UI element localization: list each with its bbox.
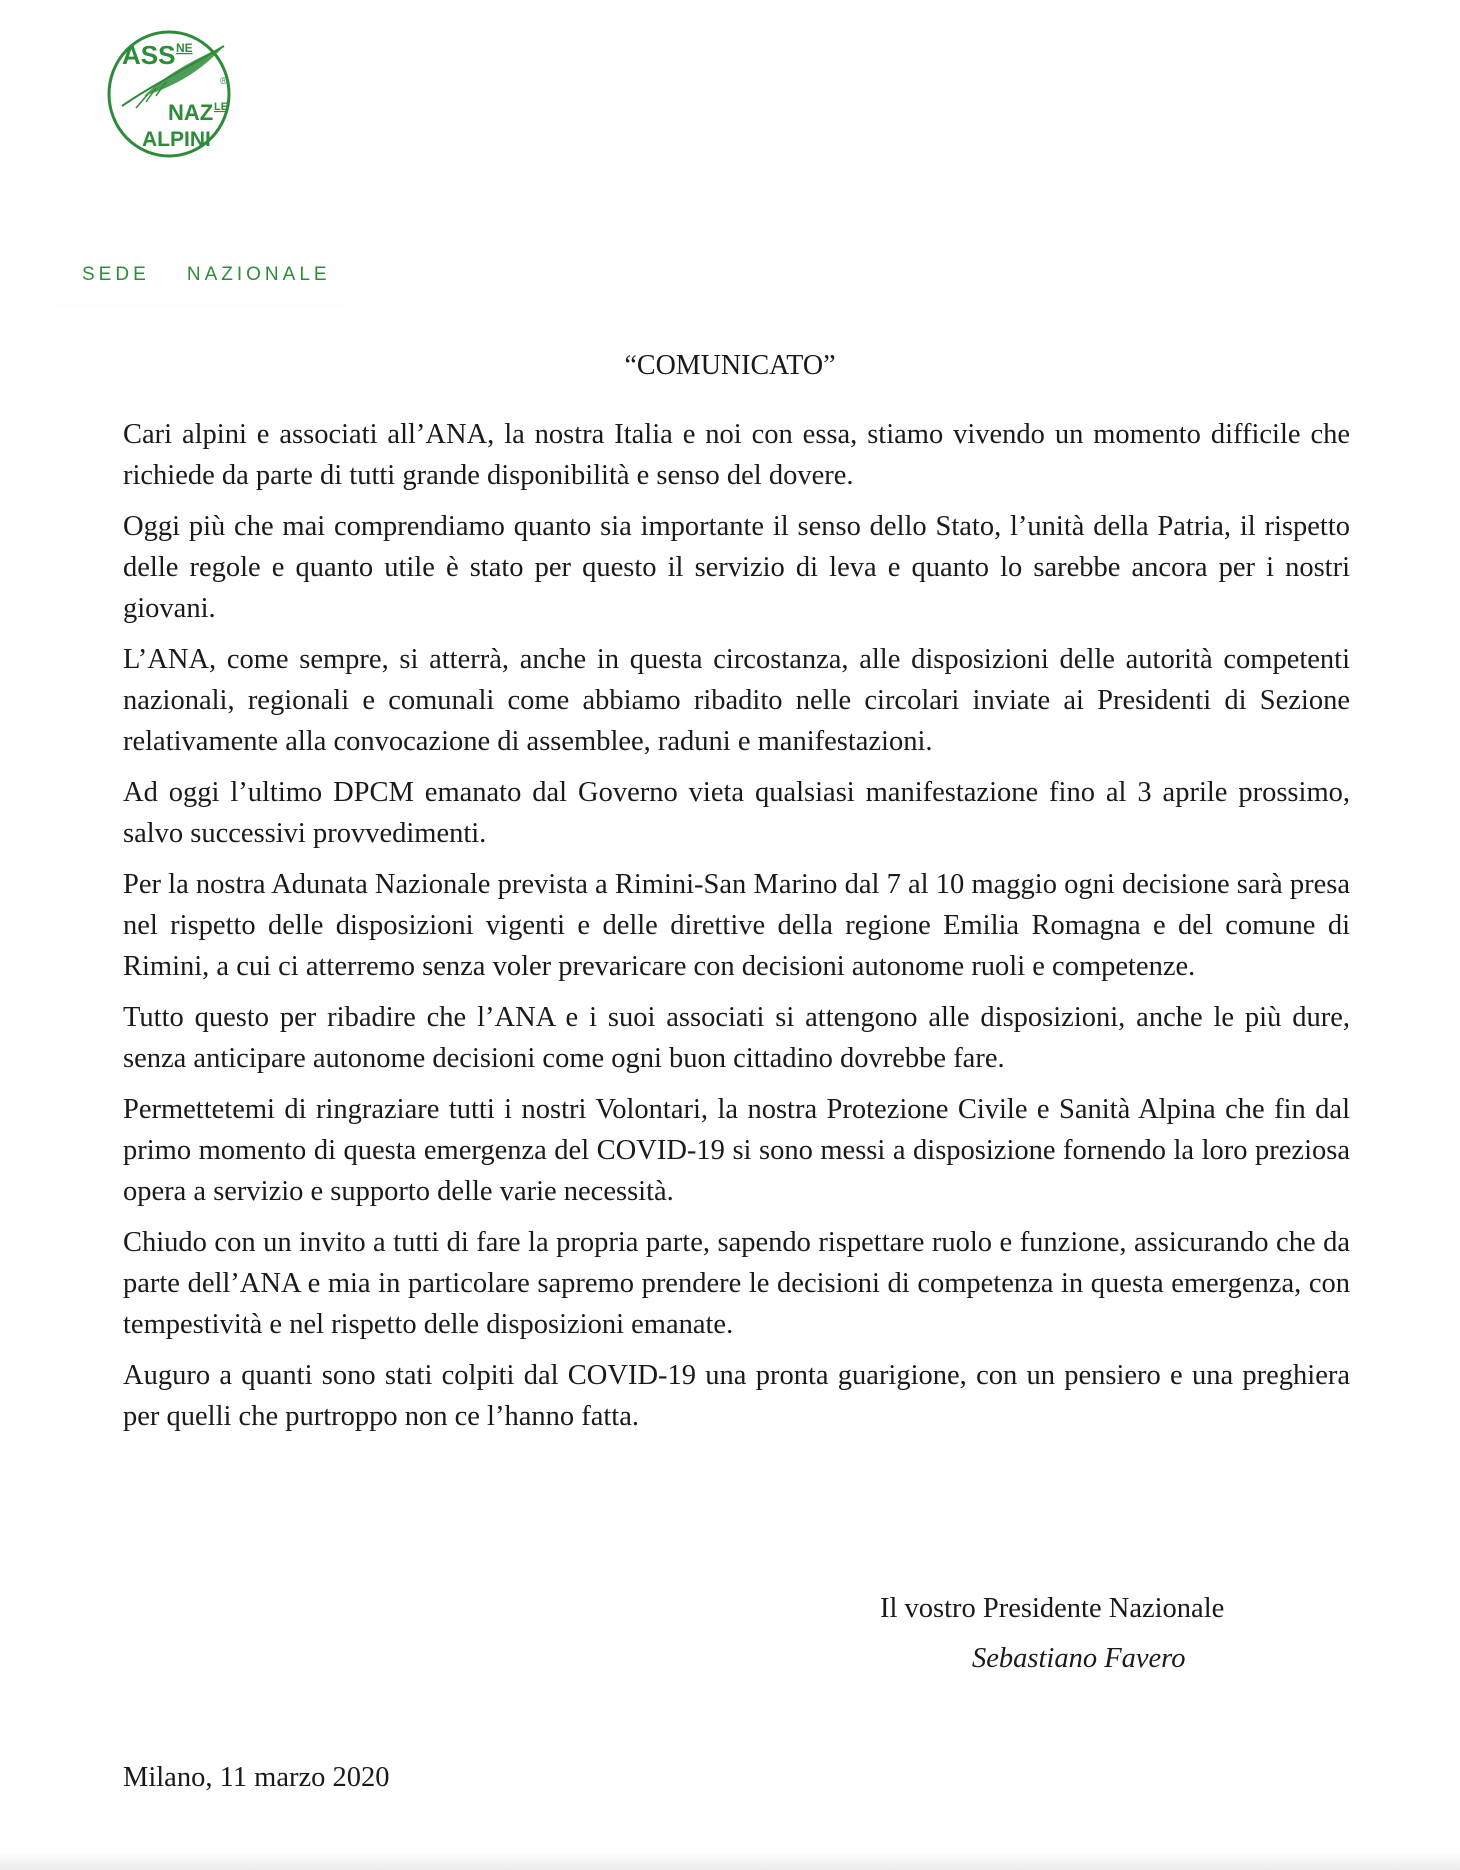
place-date: Milano, 11 marzo 2020 <box>123 1762 390 1793</box>
logo-text-naz: NAZ <box>168 100 214 125</box>
paragraph: Cari alpini e associati all’ANA, la nostra Italia e noi con essa, stiamo vivendo un momento difficile che richiede da parte di tutti grande disponibilità e senso del dovere. <box>123 419 1350 491</box>
paragraph: Chiudo con un invito a tutti di fare la propria parte, sapendo rispettare ruolo e funzione, assicurando che da parte dell’ANA e mia in particolare sapremo prendere le decisioni di competenza in questa emergenza, con tempestività e nel rispetto delle disposizioni emanate. <box>123 1227 1350 1340</box>
page-bottom-edge <box>0 1852 1460 1870</box>
paragraph: Permettetemi di ringraziare tutti i nostri Volontari, la nostra Protezione Civile e Sanità Alpina che fin dal primo momento di questa emergenza del COVID-19 si sono messi a disposizione fornendo la loro preziosa opera a servizio e supporto delle varie necessità. <box>123 1094 1350 1207</box>
signature-role: Il vostro Presidente Nazionale <box>880 1593 1225 1624</box>
sede-nazionale-label <box>82 264 331 286</box>
signature-block <box>880 1584 1320 1684</box>
nazionale-label: NAZIONALE <box>186 264 331 285</box>
paragraph: Ad oggi l’ultimo DPCM emanato dal Governo vieta qualsiasi manifestazione fino al 3 aprile prossimo, salvo successivi provvedimenti. <box>123 777 1350 849</box>
signature-name: Sebastiano Favero <box>972 1643 1186 1674</box>
document-body <box>123 414 1350 1447</box>
paragraph: L’ANA, come sempre, si atterrà, anche in questa circostanza, alle disposizioni delle autorità competenti nazionali, regionali e comunali come abbiamo ribadito nelle circolari inviate ai Presidenti di Sezione relativamente alla convocazione di assemblee, raduni e manifestazioni. <box>123 644 1350 757</box>
logo-sup-le: LE <box>214 101 229 113</box>
logo-sup-ne: NE <box>176 41 193 55</box>
sede-label: SEDE <box>82 264 150 285</box>
paragraph: Per la nostra Adunata Nazionale prevista a Rimini-San Marino dal 7 al 10 maggio ogni decisione sarà presa nel rispetto delle disposizioni vigenti e delle direttive della regione Emilia Romagna e del comune di Rimini, a cui ci atterremo senza voler prevaricare con decisioni autonome ruoli e competenze. <box>123 869 1350 982</box>
ana-logo <box>84 24 274 174</box>
logo-registered: ® <box>220 76 228 87</box>
paragraph: Tutto questo per ribadire che l’ANA e i suoi associati si attengono alle disposizioni, anche le più dure, senza anticipare autonome decisioni come ogni buon cittadino dovrebbe fare. <box>123 1002 1350 1074</box>
paragraph: Auguro a quanti sono stati colpiti dal COVID-19 una pronta guarigione, con un pensiero e una preghiera per quelli che purtroppo non ce l’hanno fatta. <box>123 1360 1350 1432</box>
document-title: “COMUNICATO” <box>624 350 836 381</box>
paragraph: Oggi più che mai comprendiamo quanto sia importante il senso dello Stato, l’unità della Patria, il rispetto delle regole e quanto utile è stato per questo il servizio di leva e quanto lo sarebbe ancora per i nostri giovani. <box>123 511 1350 624</box>
logo-text-alpini: ALPINI <box>142 128 211 151</box>
logo-text-ass: ASS <box>122 40 176 70</box>
